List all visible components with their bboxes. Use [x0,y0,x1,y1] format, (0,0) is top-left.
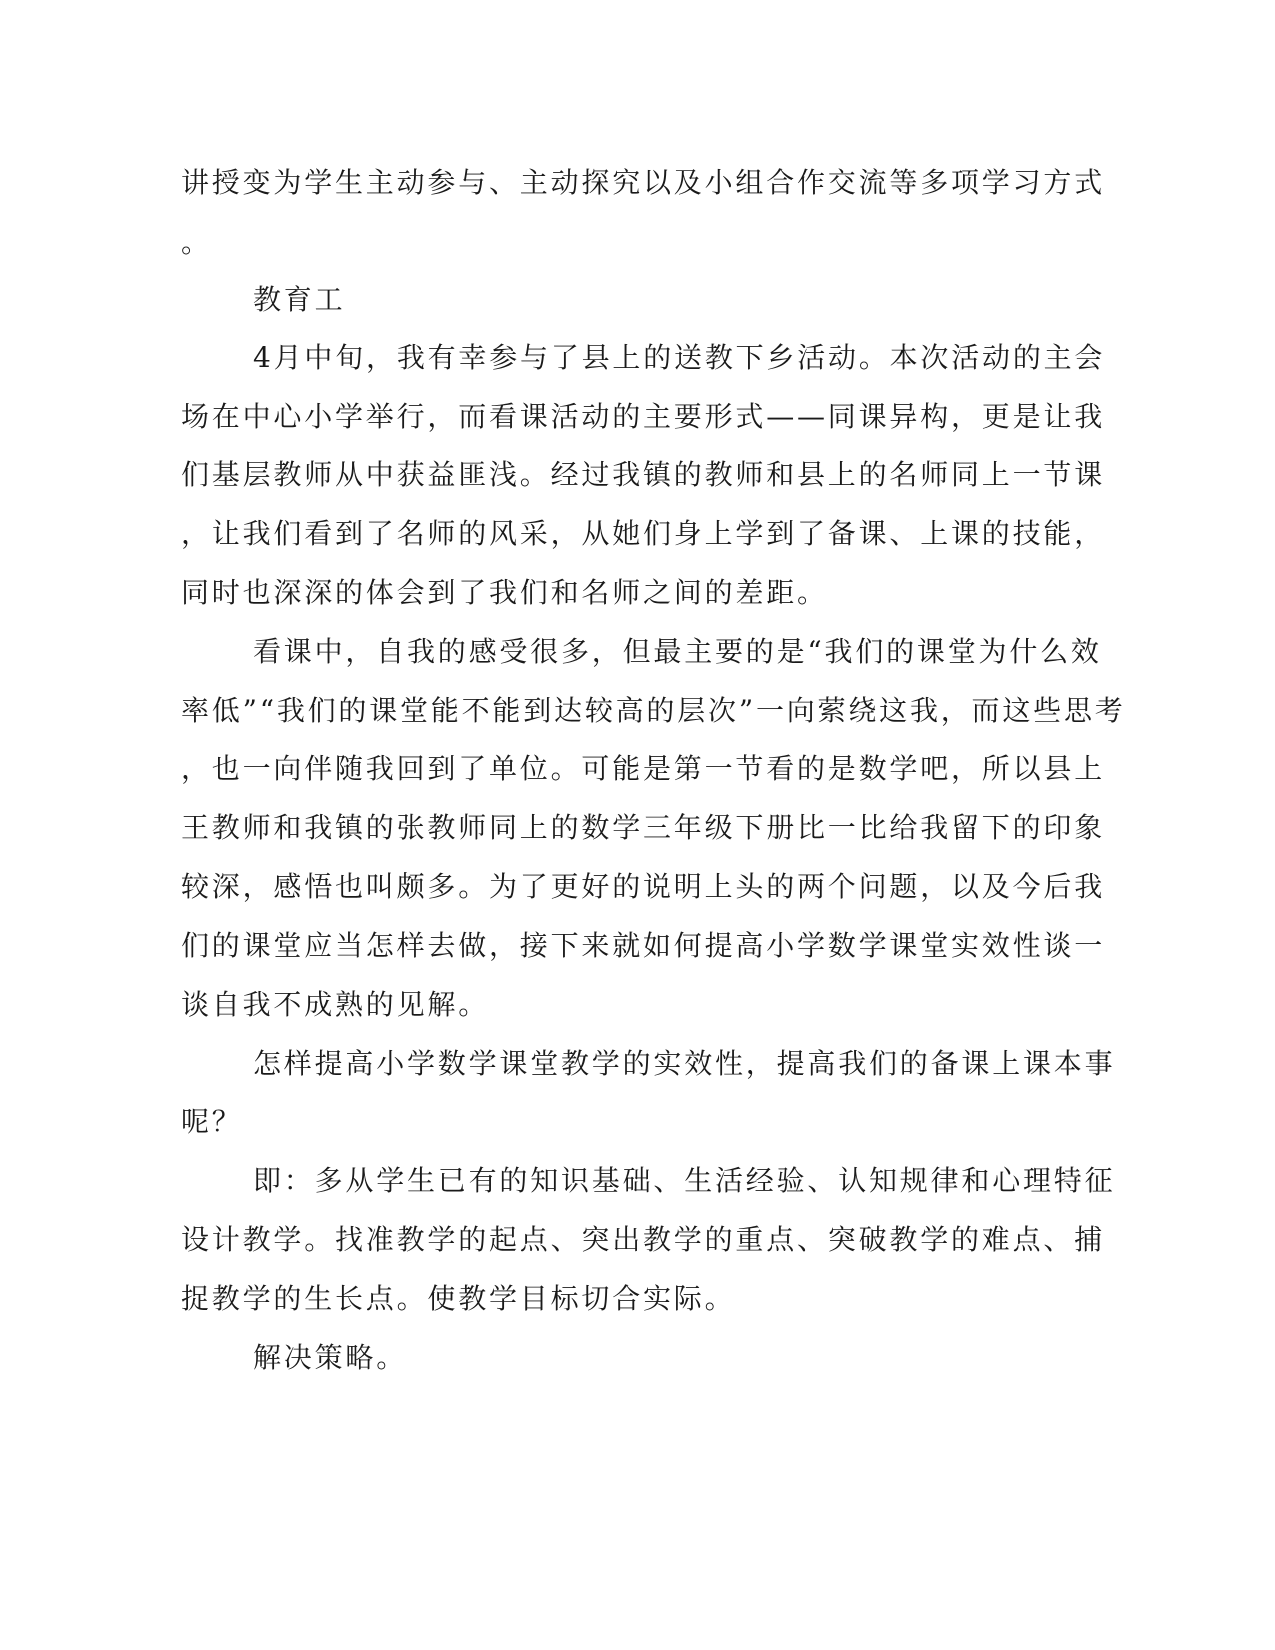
text-line: 解决策略。 [253,1341,408,1374]
text-line: ，让我们看到了名师的风采，从她们身上学到了备课、上课的技能， [181,517,1106,550]
text-line: 怎样提高小学数学课堂教学的实效性，提高我们的备课上课本事 [253,1047,1116,1080]
text-line: 较深，感悟也叫颇多。为了更好的说明上头的两个问题，以及今后我 [181,870,1106,903]
text-line: 讲授变为学生主动参与、主动探究以及小组合作交流等多项学习方式 [181,166,1106,199]
text-line: 4月中旬，我有幸参与了县上的送教下乡活动。本次活动的主会 [253,341,1106,374]
text-line: 场在中心小学举行，而看课活动的主要形式——同课异构，更是让我 [181,400,1106,433]
text-line: 王教师和我镇的张教师同上的数学三年级下册比一比给我留下的印象 [181,811,1106,844]
text-line: 看课中，自我的感受很多，但最主要的是“我们的课堂为什么效 [253,635,1102,668]
text-line: 谈自我不成熟的见解。 [181,988,490,1021]
text-line: 捉教学的生长点。使教学目标切合实际。 [181,1282,736,1315]
text-line: 呢？ [181,1105,243,1138]
text-line: 设计教学。找准教学的起点、突出教学的重点、突破教学的难点、捕 [181,1223,1106,1256]
text-line: 们的课堂应当怎样去做，接下来就如何提高小学数学课堂实效性谈一 [181,929,1106,962]
text-line: ，也一向伴随我回到了单位。可能是第一节看的是数学吧，所以县上 [181,752,1106,785]
text-line: 率低”“我们的课堂能不能到达较高的层次”一向萦绕这我，而这些思考 [181,694,1126,727]
text-line: 同时也深深的体会到了我们和名师之间的差距。 [181,576,828,609]
text-line: 们基层教师从中获益匪浅。经过我镇的教师和县上的名师同上一节课 [181,458,1106,491]
text-line: 。 [181,226,212,259]
paragraph-heading: 教育工 [253,283,346,316]
text-line: 即：多从学生已有的知识基础、生活经验、认知规律和心理特征 [253,1164,1116,1197]
